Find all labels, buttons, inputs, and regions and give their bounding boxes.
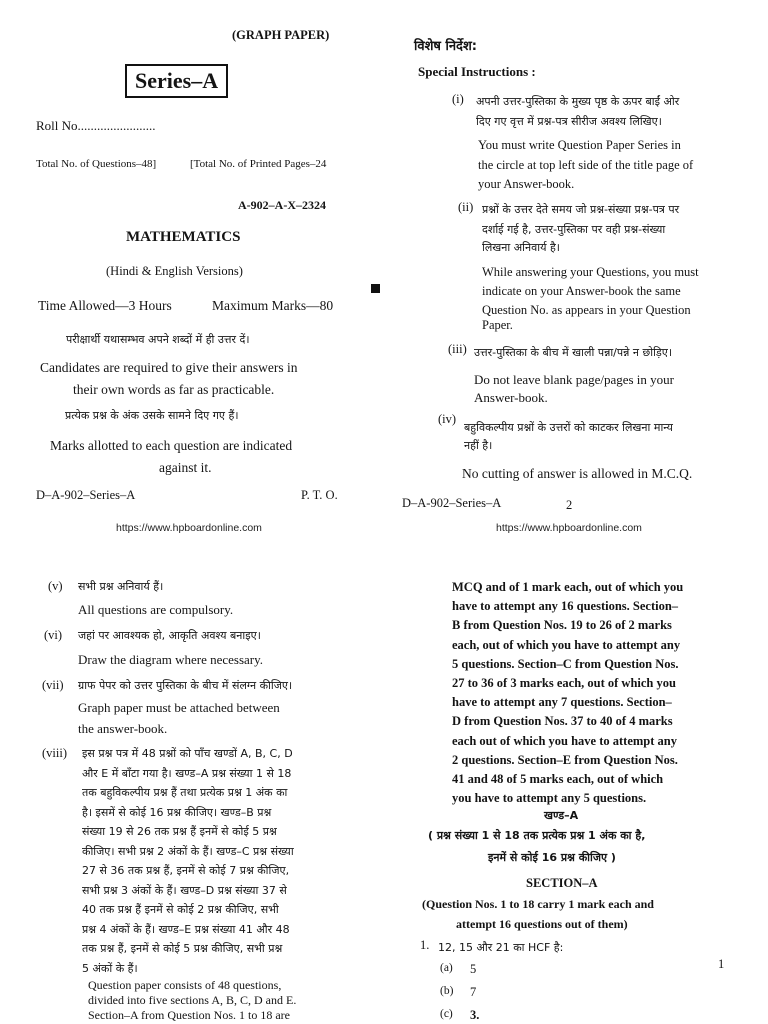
item-ii-en-2: indicate on your Answer-book the same [482,284,681,298]
question-1-marks: 1 [718,957,725,971]
en-section-note-2: attempt 16 questions out of them) [456,917,628,931]
viii-hindi-line: इस प्रश्न पत्र में 48 प्रश्नों को पाँच खण्डों A, B, C, D [82,747,293,760]
item-viii-hindi-block [82,746,372,980]
item-iv-hindi-2: नहीं है। [464,439,493,452]
viii-en-line: Section–A from Question Nos. 1 to 18 are [88,1008,290,1022]
item-viii-number: (viii) [42,746,67,760]
hindi-marks-note: प्रत्येक प्रश्न के अंक उसके सामने दिए गए हैं। [65,409,239,422]
khand-a-heading: खण्ड–A [544,809,579,822]
option-b-text: 7 [470,985,477,999]
item-ii-number: (ii) [458,200,474,214]
item-iii-en-1: Do not leave blank page/pages in your [474,372,674,387]
total-questions: Total No. of Questions–48] [36,158,157,170]
marks-line-2: against it. [159,460,212,475]
item-vii-en-1: Graph paper must be attached between [78,700,280,715]
item-vii-en-2: the answer-book. [78,721,168,736]
item-ii-hindi-3: लिखना अनिवार्य है। [482,241,560,254]
option-a-text: 5 [470,962,477,976]
item-i-number: (i) [452,92,464,106]
item-ii-hindi-1: प्रश्नों के उत्तर देते समय जो प्रश्न-संख्या प्रश्न-पत्र पर [482,203,680,216]
mcq-line: 2 questions. Section–E from Question Nos. [452,752,678,767]
item-i-en-2: the circle at top left side of the title page of [478,158,694,172]
item-iii-number: (iii) [448,342,467,356]
footer-code-2: D–A-902–Series–A [402,496,502,510]
question-1-text: 12, 15 और 21 का HCF है: [438,941,564,954]
viii-hindi-line: 27 से 36 तक प्रश्न हैं, इनमें से कोई 7 प्रश्न कीजिए, [82,864,290,877]
item-iv-hindi-1: बहुविकल्पीय प्रश्नों के उत्तरों को काटकर लिखना मान्य [464,421,673,434]
mcq-line: B from Question Nos. 19 to 26 of 2 marks [452,618,672,633]
item-i-hindi-2: दिए गए वृत्त में प्रश्न-पत्र सीरीज अवश्य लिखिए। [476,115,662,128]
mcq-line: D from Question Nos. 37 to 40 of 4 marks [452,714,673,729]
mcq-paragraph [452,580,764,810]
printed-pages: [Total No. of Printed Pages–24 [190,158,327,170]
item-ii-en-1: While answering your Questions, you must [482,265,699,279]
item-iii-en-2: Answer-book. [474,390,548,405]
mcq-line: each, out of which you have to attempt any [452,637,681,652]
item-ii-en-4: Paper. [482,318,513,332]
item-vii-number: (vii) [42,678,64,692]
viii-en-line: Question paper consists of 48 questions, [88,978,282,992]
item-v-en: All questions are compulsory. [78,602,234,617]
mcq-line: MCQ and of 1 mark each, out of which you [452,580,684,594]
page-1 [0,0,384,540]
mcq-line: each out of which you have to attempt any [452,733,677,748]
item-i-en-3: your Answer-book. [478,177,575,191]
hindi-section-note-1: ( प्रश्न संख्या 1 से 18 तक प्रत्येक प्रश्न 1 अंक का है, [428,829,646,842]
roll-no: Roll No........................ [36,118,156,133]
page-2 [384,0,768,540]
item-i-hindi-1: अपनी उत्तर-पुस्तिका के मुख्य पृष्ठ के ऊपर बाईं ओर [476,95,680,108]
max-marks: Maximum Marks—80 [212,298,334,313]
graph-paper-label: (GRAPH PAPER) [232,28,330,42]
item-vi-en: Draw the diagram where necessary. [78,652,264,667]
en-section-note-1: (Question Nos. 1 to 18 carry 1 mark each and [422,897,654,911]
item-vii-hindi: ग्राफ पेपर को उत्तर पुस्तिका के बीच में संलग्न कीजिए। [78,679,293,692]
item-vi-number: (vi) [44,628,63,642]
time-allowed: Time Allowed—3 Hours [38,298,172,313]
registration-mark [371,284,380,293]
versions: (Hindi & English Versions) [106,264,243,278]
own-words-line-2: their own words as far as practicable. [73,382,275,397]
mcq-line: 27 to 36 of 3 marks each, out of which you [452,675,676,690]
option-b-label: (b) [440,985,454,997]
website-url-2[interactable]: https://www.hpboardonline.com [496,522,642,534]
section-a-heading: SECTION–A [526,876,598,890]
item-vi-hindi: जहां पर आवश्यक हो, आकृति अवश्य बनाइए। [78,629,261,642]
marks-line-1: Marks allotted to each question are indicated [50,438,293,453]
pto: P. T. O. [301,488,338,502]
item-ii-en-3: Question No. as appears in your Question [482,303,691,317]
page-number: 2 [566,498,573,512]
viii-hindi-line: सभी प्रश्न 3 अंकों के हैं। खण्ड–D प्रश्न संख्या 37 से [82,883,287,897]
option-a-label: (a) [440,962,453,974]
hindi-section-note-2: इनमें से कोई 16 प्रश्न कीजिए ) [488,851,616,864]
question-1-number: 1. [420,938,430,952]
subject-title: MATHEMATICS [126,229,241,245]
mcq-line: have to attempt any 7 questions. Section– [452,695,672,710]
page-4 [384,560,768,1024]
item-iv-number: (iv) [438,412,457,426]
footer-code: D–A-902–Series–A [36,488,136,502]
website-url[interactable]: https://www.hpboardonline.com [116,522,262,534]
item-iii-hindi: उत्तर-पुस्तिका के बीच में खाली पन्ना/पन्ने न छोड़िए। [474,346,673,359]
viii-hindi-line: कीजिए। सभी प्रश्न 2 अंकों के हैं। खण्ड–C प्रश्न संख्या [82,844,294,858]
item-v-number: (v) [48,579,63,593]
option-c-text: 3. [470,1008,480,1022]
paper-code: A-902–A-X–2324 [238,198,326,212]
mcq-line: 41 and 48 of 5 marks each, out of which [452,771,664,786]
viii-hindi-line: तक प्रश्न हैं, इनमें से कोई 5 प्रश्न कीजिए, सभी प्रश्न [82,942,283,955]
item-ii-hindi-2: दर्शाई गई है, उत्तर-पुस्तिका पर वही प्रश्न-संख्या [482,223,666,236]
hindi-own-words: परीक्षार्थी यथासम्भव अपने शब्दों में ही उत्तर दें। [66,333,250,346]
series-box: Series–A [125,64,228,98]
viii-hindi-line: और E में बाँटा गया है। खण्ड–A प्रश्न संख्या 1 से 18 [82,766,292,780]
mcq-line: you have to attempt any 5 questions. [452,791,647,806]
viii-hindi-line: 40 तक प्रश्न हैं इनमें से कोई 2 प्रश्न कीजिए, सभी [82,903,279,916]
option-c-label: (c) [440,1008,453,1020]
viii-hindi-line: 5 अंकों के हैं। [82,961,138,975]
viii-hindi-line: संख्या 19 से 26 तक प्रश्न हैं इनमें से कोई 5 प्रश्न [82,825,277,838]
hindi-heading: विशेष निर्देश: [414,39,477,54]
viii-en-line: divided into five sections A, B, C, D and E. [88,993,297,1007]
page-3 [0,560,384,1024]
item-iv-en: No cutting of answer is allowed in M.C.Q. [462,466,693,481]
item-i-en-1: You must write Question Paper Series in [478,138,681,152]
special-instructions-heading: Special Instructions : [418,64,536,79]
viii-hindi-line: है। इसमें से कोई 16 प्रश्न कीजिए। खण्ड–B प्रश्न [82,805,272,819]
mcq-line: have to attempt any 16 questions. Section– [452,599,679,614]
viii-hindi-line: तक बहुविकल्पीय प्रश्न हैं तथा प्रत्येक प्रश्न 1 अंक का [82,786,288,799]
item-viii-en-block [88,978,378,1023]
mcq-line: 5 questions. Section–C from Question Nos. [452,656,679,671]
viii-hindi-line: प्रश्न 4 अंकों के हैं। खण्ड–E प्रश्न संख्या 41 और 48 [82,922,290,936]
own-words-line-1: Candidates are required to give their answers in [40,360,298,375]
item-v-hindi: सभी प्रश्न अनिवार्य हैं। [78,580,164,593]
